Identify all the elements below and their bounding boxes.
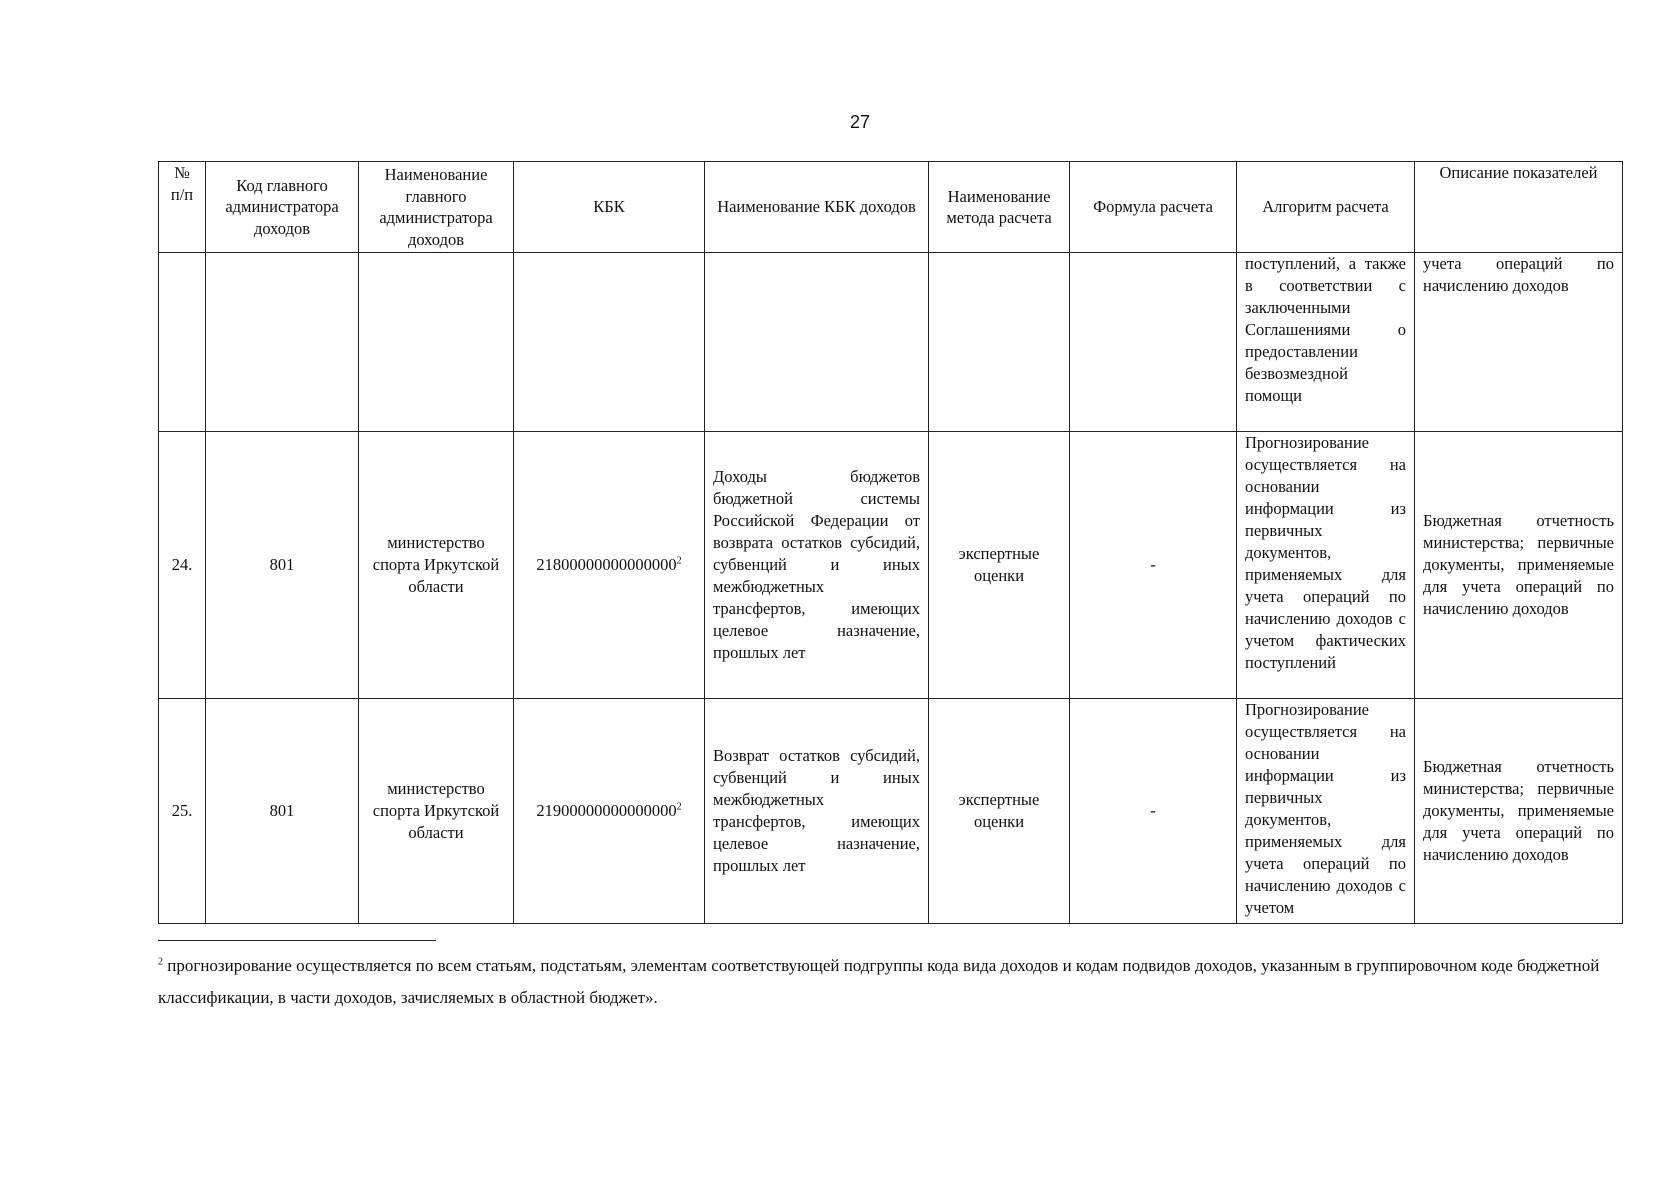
cell-admin-code: 801 xyxy=(206,699,359,924)
cell-num xyxy=(159,253,206,432)
header-method: Наименование метода расчета xyxy=(929,162,1070,253)
cell-kbk-name: Доходы бюджетов бюджетной системы Российской Федерации от возврата остатков субсидий, субвенций и иных межбюджетных трансфертов, имеющих целевое назначение, прошлых лет xyxy=(705,432,929,699)
footnote-text: прогнозирование осуществляется по всем статьям, подстатьям, элементам соответствующей подгруппы кода вида доходов и кодам подвидов доходов, указанным в группировочном коде бюджетной классификации, в части доходов, зачисляемых в областной бюджет». xyxy=(158,956,1600,1007)
cell-kbk xyxy=(514,699,705,924)
table-row xyxy=(159,253,1623,432)
cell-num: 24. xyxy=(159,432,206,699)
cell-algorithm: Прогнозирование осуществляется на основании информации из первичных документов, применяемых для учета операций по начислению доходов с учетом xyxy=(1237,699,1415,924)
cell-admin-name xyxy=(359,253,514,432)
header-formula: Формула расчета xyxy=(1070,162,1237,253)
cell-algorithm: Прогнозирование осуществляется на основании информации из первичных документов, применяемых для учета операций по начислению доходов с учетом фактических поступлений xyxy=(1237,432,1415,699)
kbk-code: 21800000000000000 xyxy=(536,555,677,574)
kbk-code: 21900000000000000 xyxy=(536,801,677,820)
footnote-marker: 2 xyxy=(158,956,163,968)
cell-kbk-name xyxy=(705,253,929,432)
page-number: 27 xyxy=(849,112,871,132)
cell-description: учета операций по начислению доходов xyxy=(1415,253,1623,432)
cell-description: Бюджетная отчетность министерства; первичные документы, применяемые для учета операций по начислению доходов xyxy=(1415,699,1623,924)
footnote xyxy=(158,950,1608,1014)
kbk-footnote-ref: 2 xyxy=(676,555,682,567)
revenue-forecast-table xyxy=(158,161,1623,924)
cell-description: Бюджетная отчетность министерства; первичные документы, применяемые для учета операций по начислению доходов xyxy=(1415,432,1623,699)
cell-formula: - xyxy=(1070,432,1237,699)
cell-admin-name: министерство спорта Иркутской области xyxy=(359,432,514,699)
cell-admin-code: 801 xyxy=(206,432,359,699)
cell-algorithm: поступлений, а также в соответствии с заключенными Соглашениями о предоставлении безвозмездной помощи xyxy=(1237,253,1415,432)
table-header-row xyxy=(159,162,1623,253)
cell-method xyxy=(929,253,1070,432)
cell-admin-name: министерство спорта Иркутской области xyxy=(359,699,514,924)
cell-method: экспертные оценки xyxy=(929,699,1070,924)
cell-method: экспертные оценки xyxy=(929,432,1070,699)
header-admin-code: Код главного администратора доходов xyxy=(206,162,359,253)
header-kbk-name: Наименование КБК доходов xyxy=(705,162,929,253)
table-row xyxy=(159,699,1623,924)
header-kbk: КБК xyxy=(514,162,705,253)
cell-admin-code xyxy=(206,253,359,432)
cell-formula xyxy=(1070,253,1237,432)
header-description: Описание показателей xyxy=(1415,162,1623,253)
footnote-separator xyxy=(158,940,436,941)
cell-formula: - xyxy=(1070,699,1237,924)
table-row xyxy=(159,432,1623,699)
header-num: № п/п xyxy=(159,162,206,253)
header-admin-name: Наименование главного администратора доходов xyxy=(359,162,514,253)
cell-kbk xyxy=(514,253,705,432)
header-algorithm: Алгоритм расчета xyxy=(1237,162,1415,253)
cell-kbk xyxy=(514,432,705,699)
cell-num: 25. xyxy=(159,699,206,924)
kbk-footnote-ref: 2 xyxy=(676,801,682,813)
cell-kbk-name: Возврат остатков субсидий, субвенций и иных межбюджетных трансфертов, имеющих целевое назначение, прошлых лет xyxy=(705,699,929,924)
